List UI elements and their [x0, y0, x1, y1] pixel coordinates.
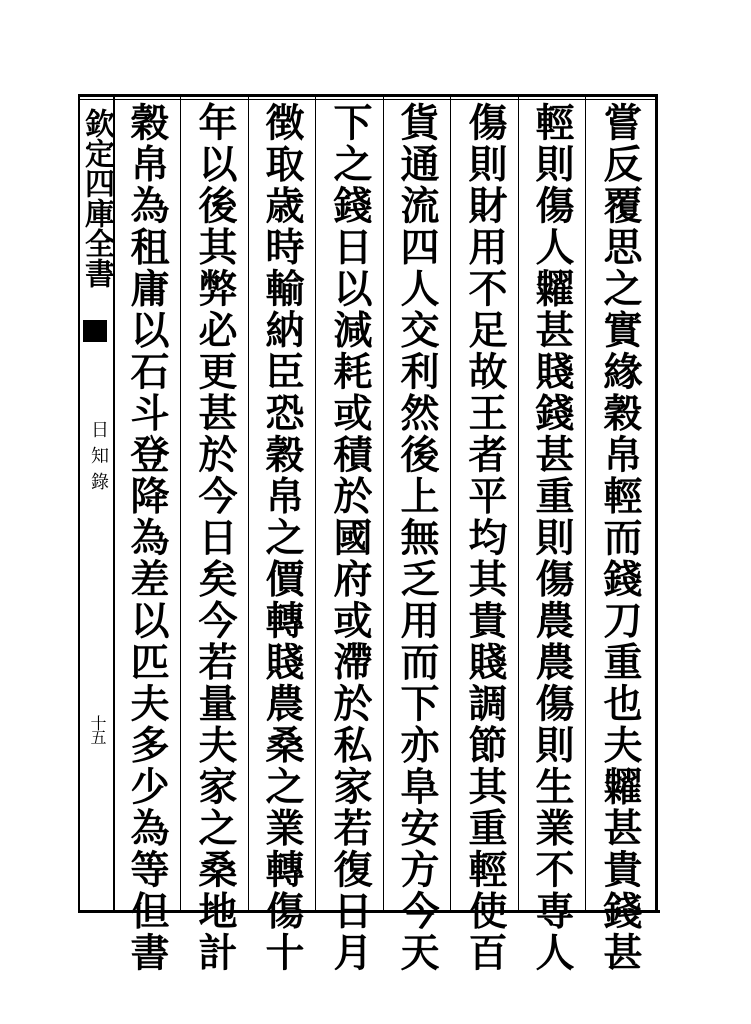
column-text: 輕則傷人糶甚賤錢甚重則傷農農傷則生業不専人	[529, 102, 575, 974]
column-text: 下之錢日以減耗或積於國府或滯於私家若復日月	[327, 102, 373, 974]
column-text: 貨通流四人交利然後上無乏用而下亦阜安方今天	[394, 102, 440, 974]
book-title: 日知錄	[88, 420, 109, 498]
column-divider	[585, 97, 586, 910]
text-column-1	[594, 102, 646, 974]
text-column-3	[459, 102, 511, 974]
column-text: 年以後其弊必更甚於今日矣今若量夫家之桑地計	[192, 102, 238, 974]
text-column-7	[189, 102, 241, 974]
text-column-6	[256, 102, 308, 974]
text-column-8	[121, 102, 173, 974]
fish-tail-mark	[83, 320, 107, 342]
column-text: 嘗反覆思之實緣穀帛輕而錢刀重也夫糶甚貴錢甚	[597, 102, 643, 974]
text-column-2	[526, 102, 578, 974]
text-column-4	[391, 102, 443, 974]
frame-top-inner-border	[78, 99, 658, 100]
frame-right-border	[655, 94, 658, 913]
column-divider	[180, 97, 181, 910]
folio-number: 十五	[88, 715, 107, 743]
column-divider	[383, 97, 384, 910]
column-text: 徴取歳時輸納臣恐穀帛之價轉賤農桑之業轉傷十	[259, 102, 305, 974]
column-text: 傷則財用不足故王者平均其貴賤調節其重輕使百	[462, 102, 508, 974]
frame-top-border	[78, 94, 658, 97]
text-column-5	[324, 102, 376, 974]
column-text: 穀帛為租庸以石斗登降為差以匹夫多少為等但書	[124, 102, 170, 974]
column-divider	[518, 97, 519, 910]
series-title: 欽定四庫全書	[79, 108, 114, 288]
column-divider	[315, 97, 316, 910]
column-divider	[248, 97, 249, 910]
column-divider	[450, 97, 451, 910]
